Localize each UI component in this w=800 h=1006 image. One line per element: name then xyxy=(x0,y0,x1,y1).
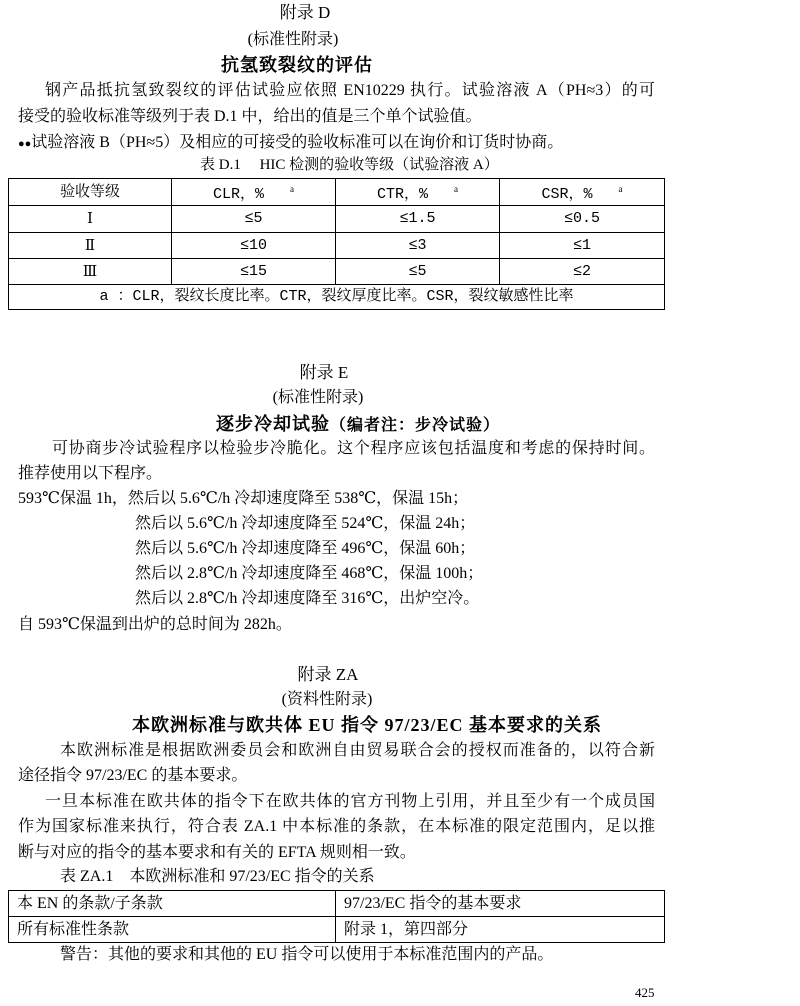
csr-cell: ≤1 xyxy=(500,233,665,259)
paragraph-line: 本欧洲标准是根据欧洲委员会和欧洲自由贸易联合会的授权而准备的，以符合新 xyxy=(60,742,655,759)
paragraph-line: 作为国家标准来执行，符合表 ZA.1 中本标准的条款，在本标准的限定范围内，足以推 xyxy=(18,818,655,835)
annex-za-status: (资料性附录) xyxy=(281,691,373,708)
paragraph-line: 接受的验收标准等级列于表 D.1 中，给出的值是三个单个试验值。 xyxy=(18,108,482,125)
table-za1 xyxy=(8,890,665,943)
table-d1 xyxy=(8,178,665,310)
total-time-statement: 自 593℃保温到出炉的总时间为 282h。 xyxy=(18,616,292,633)
procedure-step: 然后以 2.8℃/h 冷却速度降至 468℃，保温 100h； xyxy=(135,565,484,582)
agreement-text: 试验溶液 B（PH≈5）及相应的可接受的验收标准可以在询价和订货时协商。 xyxy=(31,134,564,151)
requirement-cell: 附录 1，第四部分 xyxy=(336,917,665,943)
annex-d-status: (标准性附录) xyxy=(247,31,339,48)
table-row xyxy=(9,259,665,285)
header-label: CSR，% xyxy=(541,186,593,203)
header-label: CTR，% xyxy=(376,186,428,203)
annex-e-status: (标准性附录) xyxy=(272,389,364,406)
annex-d-title: 附录 D xyxy=(279,3,331,22)
table-footnote: a ：CLR，裂纹长度比率。CTR，裂纹厚度比率。CSR，裂纹敏感性比率 xyxy=(9,285,665,310)
csr-cell: ≤2 xyxy=(500,259,665,285)
annex-za-heading: 本欧洲标准与欧共体 EU 指令 97/23/EC 基本要求的关系 xyxy=(131,715,602,735)
paragraph-line: 途径指令 97/23/EC 的基本要求。 xyxy=(18,767,248,784)
footnote-ref: a xyxy=(454,184,458,194)
ctr-cell: ≤5 xyxy=(336,259,500,285)
paragraph-line: 一旦本标准在欧共体的指令下在欧共体的官方刊物上引用，并且至少有一个成员国 xyxy=(45,793,655,810)
table-row xyxy=(9,917,665,943)
paragraph-line: 可协商步冷试验程序以检验步冷脆化。这个程序应该包括温度和考虑的保持时间。 xyxy=(52,440,655,457)
annex-e-heading xyxy=(68,413,648,437)
warning-note: 警告：其他的要求和其他的 EU 指令可以使用于本标准范围内的产品。 xyxy=(60,946,554,963)
header-cell: 本 EN 的条款/子条款 xyxy=(9,891,336,917)
header-cell xyxy=(9,179,172,206)
header-cell xyxy=(172,179,336,206)
footnote-ref: a xyxy=(290,184,294,194)
table-za1-caption: 表 ZA.1 本欧洲标准和 97/23/EC 指令的关系 xyxy=(60,868,375,885)
ctr-cell: ≤3 xyxy=(336,233,500,259)
annex-d-heading: 抗氢致裂纹的评估 xyxy=(221,55,373,75)
footnote-ref: a xyxy=(618,184,623,194)
procedure-step: 然后以 5.6℃/h 冷却速度降至 524℃，保温 24h； xyxy=(135,515,476,532)
page-number: 425 xyxy=(635,985,655,1000)
header-cell: 97/23/EC 指令的基本要求 xyxy=(336,891,665,917)
header-cell xyxy=(336,179,500,206)
procedure-step: 然后以 5.6℃/h 冷却速度降至 496℃，保温 60h； xyxy=(135,540,476,557)
header-cell xyxy=(500,179,665,206)
table-row xyxy=(9,206,665,233)
table-footnote-row xyxy=(9,285,665,310)
paragraph-line: 断与对应的指令的基本要求和有关的 EFTA 规则相一致。 xyxy=(18,844,416,861)
procedure-step: 然后以 2.8℃/h 冷却速度降至 316℃，出炉空冷。 xyxy=(135,590,480,607)
clr-cell: ≤15 xyxy=(172,259,336,285)
table-row xyxy=(9,233,665,259)
editor-note: （编者注：步冷试验） xyxy=(329,417,500,434)
agreement-clause xyxy=(18,133,563,153)
paragraph-line: 钢产品抵抗氢致裂纹的评估试验应依照 EN10229 执行。试验溶液 A（PH≈3）的可 xyxy=(45,82,655,99)
annex-za-title: 附录 ZA xyxy=(297,665,359,684)
annex-e-heading-text: 逐步冷却试验 xyxy=(215,414,330,434)
paragraph-line: 推荐使用以下程序。 xyxy=(18,465,163,482)
procedure-step: 593℃保温 1h，然后以 5.6℃/h 冷却速度降至 538℃，保温 15h； xyxy=(18,490,469,507)
clr-cell: ≤5 xyxy=(172,206,336,233)
annex-e-title: 附录 E xyxy=(299,363,349,382)
clause-cell: 所有标准性条款 xyxy=(9,917,336,943)
agreement-marker: ●● xyxy=(18,138,32,150)
table-header-row xyxy=(9,179,665,206)
grade-cell: Ⅱ xyxy=(9,233,172,259)
table-d1-caption: 表 D.1 HIC 检测的验收等级（试验溶液 A） xyxy=(200,157,499,173)
grade-cell: Ⅰ xyxy=(9,206,172,233)
header-label: 验收等级 xyxy=(59,184,120,200)
ctr-cell: ≤1.5 xyxy=(336,206,500,233)
header-label: CLR，% xyxy=(212,186,264,203)
table-header-row xyxy=(9,891,665,917)
csr-cell: ≤0.5 xyxy=(500,206,665,233)
clr-cell: ≤10 xyxy=(172,233,336,259)
grade-cell: Ⅲ xyxy=(9,259,172,285)
